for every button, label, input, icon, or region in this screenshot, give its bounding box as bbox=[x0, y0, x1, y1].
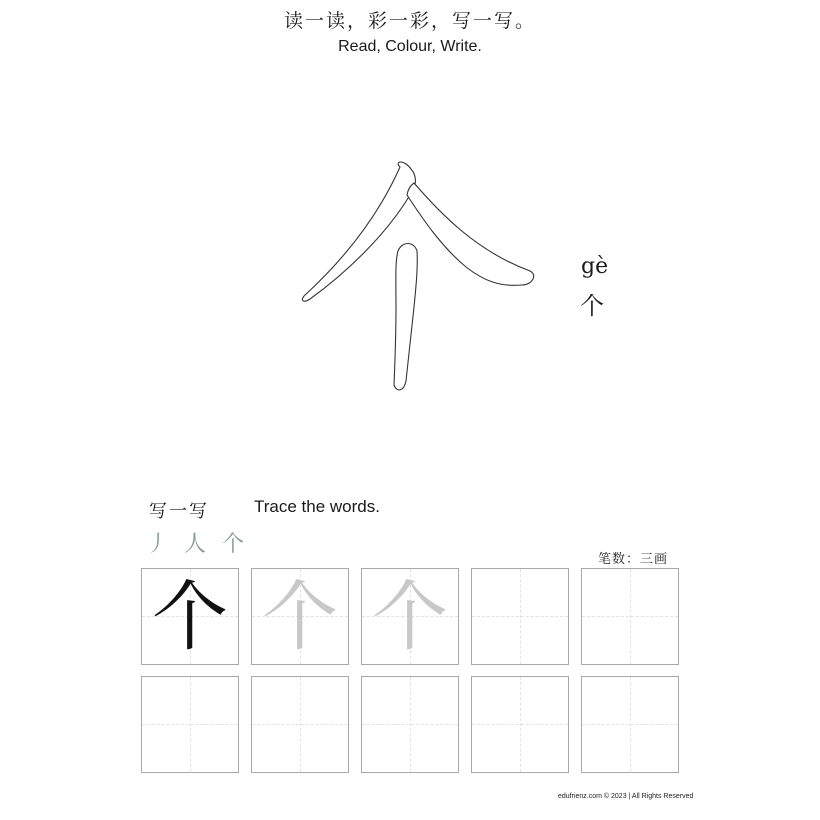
writing-cell[interactable] bbox=[251, 568, 349, 665]
cell-content bbox=[142, 677, 238, 772]
outline-character-to-colour[interactable] bbox=[290, 155, 550, 400]
practice-heading-english: Trace the words. bbox=[254, 497, 380, 516]
writing-cell[interactable] bbox=[361, 568, 459, 665]
cell-content bbox=[362, 677, 458, 772]
cell-content bbox=[252, 677, 348, 772]
practice-heading-chinese: 写一写 bbox=[149, 501, 209, 522]
writing-cell[interactable] bbox=[251, 676, 349, 773]
model-character: 个 bbox=[152, 571, 228, 661]
reference-character: 个 bbox=[580, 292, 604, 320]
writing-cell[interactable] bbox=[581, 568, 679, 665]
writing-cell[interactable] bbox=[141, 676, 239, 773]
writing-cell[interactable] bbox=[581, 676, 679, 773]
trace-character: 个 bbox=[262, 571, 338, 661]
cell-content bbox=[582, 569, 678, 664]
stroke-order-step: 丿 bbox=[145, 532, 168, 557]
writing-cell[interactable] bbox=[471, 676, 569, 773]
cell-content bbox=[472, 677, 568, 772]
stroke-order-sequence bbox=[142, 527, 248, 558]
stroke-order-step: 个 bbox=[221, 532, 244, 557]
outline-stroke-vertical bbox=[394, 244, 417, 390]
cell-content bbox=[582, 677, 678, 772]
worksheet-title-english: Read, Colour, Write. bbox=[338, 38, 482, 55]
stroke-count-label: 笔数：三画 bbox=[598, 552, 669, 567]
writing-cell[interactable] bbox=[141, 568, 239, 665]
pinyin-label: gè bbox=[581, 254, 609, 279]
cell-content bbox=[472, 569, 568, 664]
writing-cell[interactable] bbox=[471, 568, 569, 665]
outline-stroke-right-falling bbox=[407, 183, 534, 285]
trace-character: 个 bbox=[372, 571, 448, 661]
writing-cell[interactable] bbox=[361, 676, 459, 773]
worksheet-title-chinese: 读一读，彩一彩，写一写。 bbox=[283, 10, 536, 32]
stroke-order-step: 人 bbox=[183, 532, 206, 557]
copyright-footer: edufrienz.com © 2023 | All Rights Reserved bbox=[558, 793, 694, 800]
